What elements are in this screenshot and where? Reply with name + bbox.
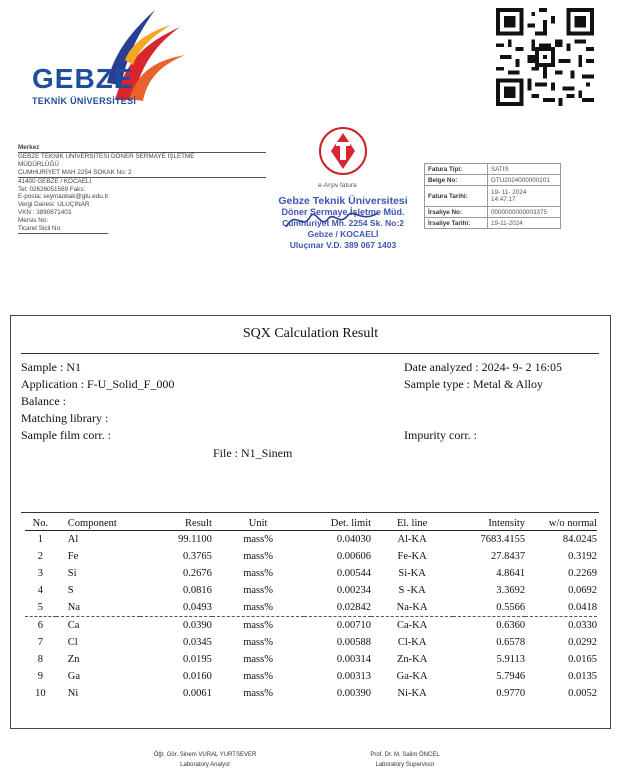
supervisor-name: Prof. Dr. M. Salim ÖNCEL — [370, 752, 440, 758]
table-row — [25, 668, 597, 685]
meta-row — [425, 164, 561, 175]
meta-row — [425, 186, 561, 207]
table-cell: 84.0245 — [562, 534, 597, 545]
table-cell: Ga-KA — [396, 671, 428, 682]
table-cell: 0.00588 — [336, 637, 372, 648]
table-cell: 0.00314 — [336, 654, 372, 665]
meta-value: 19- 11- 2024 14:47:17 — [488, 186, 561, 207]
table-cell: 0.00390 — [336, 688, 372, 699]
table-cell: Ca — [67, 620, 80, 631]
table-cell: 0.0816 — [183, 585, 212, 596]
table-row — [25, 531, 597, 549]
table-cell: Ga — [67, 671, 81, 682]
table-row — [25, 634, 597, 651]
table-cell: 0.5566 — [453, 599, 525, 617]
table-cell: 0.00710 — [336, 620, 372, 631]
table-cell: 0.0345 — [183, 637, 212, 648]
sample-label: Sample : N1 — [21, 360, 81, 374]
table-cell: 0.0390 — [183, 620, 212, 631]
meta-row — [425, 207, 561, 218]
stamp-line: Uluçınar V.D. 389 067 1403 — [289, 240, 397, 250]
stamp-line: Gebze / KOCAELİ — [307, 229, 379, 239]
signature-supervisor — [330, 750, 480, 770]
gtu-emblem-icon — [318, 126, 368, 176]
logo-wordmark: GEBZE — [32, 63, 134, 94]
sample-film-label: Sample film corr. : — [21, 428, 111, 442]
university-logo — [30, 5, 200, 110]
date-analyzed-label: Date analyzed : 2024- 9- 2 16:05 — [404, 360, 562, 374]
table-cell: mass% — [243, 568, 273, 579]
sender-line: E-posta: seymaobak@gtu.edu.tr — [18, 193, 109, 201]
divider — [21, 353, 599, 354]
table-cell: 0.0330 — [568, 620, 597, 631]
meta-value: SATIS — [488, 164, 561, 175]
table-cell: 0.2676 — [183, 568, 212, 579]
table-cell: 0.02842 — [304, 599, 371, 617]
table-cell: 8 — [37, 654, 44, 665]
column-header: Unit — [212, 516, 304, 531]
meta-row — [425, 175, 561, 186]
sender-title: Merkez — [18, 144, 40, 151]
results-table-body — [25, 531, 597, 703]
table-cell: 9 — [37, 671, 44, 682]
sample-type-label: Sample type : Metal & Alloy — [404, 377, 543, 391]
table-row — [25, 617, 597, 635]
sender-line: Ticaret Sicil No: — [18, 225, 62, 233]
sender-line: 41400 GEBZE / KOCAELİ — [18, 177, 92, 185]
table-cell: 1 — [37, 534, 44, 545]
table-row — [25, 565, 597, 582]
table-cell: 0.0052 — [568, 688, 597, 699]
table-cell: S -KA — [398, 585, 426, 596]
table-cell: mass% — [243, 585, 273, 596]
signature-scribble-icon — [282, 205, 382, 235]
table-cell: 3 — [37, 568, 44, 579]
divider — [21, 512, 599, 513]
table-cell: 6 — [37, 620, 44, 631]
logo-subtitle: TEKNİK ÜNİVERSİTESİ — [32, 96, 137, 106]
divider — [18, 233, 108, 234]
qr-code-icon — [495, 8, 595, 106]
meta-value: GTU2024000000201 — [488, 175, 561, 186]
table-cell: Na-KA — [371, 599, 453, 617]
table-cell: Zn-KA — [396, 654, 428, 665]
meta-key: İrsaliye No: — [425, 207, 488, 218]
stamp-line: Gebze Teknik Üniversitesi — [278, 195, 408, 207]
table-cell: mass% — [243, 620, 273, 631]
table-cell: Na — [56, 599, 140, 617]
table-cell: 0.0418 — [525, 599, 597, 617]
table-cell: 4 — [37, 585, 44, 596]
column-header: Component — [56, 516, 140, 531]
table-cell: mass% — [243, 688, 273, 699]
sender-line: Mersis No: — [18, 217, 49, 225]
table-cell: 0.0135 — [568, 671, 597, 682]
table-cell: mass% — [243, 637, 273, 648]
meta-key: İrsaliye Tarihi: — [425, 218, 488, 229]
table-header-row — [25, 516, 597, 531]
sender-line: GEBZE TEKNİK ÜNİVERSİTESİ DÖNER SERMAYE İŞLETME — [18, 152, 195, 160]
matching-library-label: Matching library : — [21, 411, 109, 425]
table-cell: 99.1100 — [178, 534, 212, 545]
table-cell: 0.9770 — [496, 688, 526, 699]
sqx-report — [10, 315, 611, 729]
table-cell: Al-KA — [397, 534, 427, 545]
table-cell: 27.8437 — [490, 551, 526, 562]
table-cell: 0.3192 — [568, 551, 597, 562]
column-header: Det. limit — [304, 516, 371, 531]
table-cell: 7683.4155 — [480, 534, 526, 545]
table-row — [25, 651, 597, 668]
supervisor-role: Laboratory Supervisor — [375, 762, 435, 768]
table-cell: 0.0292 — [568, 637, 597, 648]
meta-key: Fatura Tipi: — [425, 164, 488, 175]
sender-line: Tel: 02626051569 Faks: — [18, 185, 86, 193]
column-header: w/o normal — [525, 516, 597, 531]
file-label: File : N1_Sinem — [213, 446, 293, 460]
table-cell: 0.6578 — [496, 637, 526, 648]
table-row — [25, 582, 597, 599]
table-cell: 0.00234 — [336, 585, 372, 596]
table-row — [25, 685, 597, 702]
table-cell: Fe-KA — [397, 551, 427, 562]
results-table — [25, 516, 597, 702]
table-row — [25, 548, 597, 565]
table-cell: Ni-KA — [397, 688, 427, 699]
table-cell: mass% — [243, 671, 273, 682]
invoice-meta-table — [424, 163, 561, 229]
table-cell: Fe — [67, 551, 79, 562]
table-cell: 0.3765 — [183, 551, 212, 562]
table-cell: mass% — [212, 599, 304, 617]
table-cell: 2 — [37, 551, 44, 562]
column-header: Intensity — [453, 516, 525, 531]
column-header: No. — [25, 516, 56, 531]
application-label: Application : F-U_Solid_F_000 — [21, 377, 175, 391]
table-cell: 0.0493 — [140, 599, 212, 617]
sender-address-block — [18, 144, 266, 234]
table-cell: 0.6360 — [496, 620, 526, 631]
column-header: El. line — [371, 516, 453, 531]
table-cell: 0.0165 — [568, 654, 597, 665]
balance-label: Balance : — [21, 394, 66, 408]
analyst-name: Öğr. Gör. Sinem VURAL YURTSEVER — [153, 752, 257, 758]
table-cell: 5 — [25, 599, 56, 617]
table-row — [25, 599, 597, 617]
signature-analyst — [130, 750, 280, 770]
table-cell: Si-KA — [398, 568, 426, 579]
table-cell: Si — [67, 568, 77, 579]
meta-value: 0000000000003375 — [488, 207, 561, 218]
table-cell: 10 — [35, 688, 46, 699]
sender-line: MÜDÜRLÜĞÜ — [18, 160, 59, 168]
column-header: Result — [140, 516, 212, 531]
table-cell: Ni — [67, 688, 79, 699]
table-cell: Ca-KA — [396, 620, 428, 631]
table-cell: 5.9113 — [496, 654, 526, 665]
sender-line: CUMHURİYET MAH 2254 SOKAK No: 2 — [18, 168, 132, 176]
analyst-role: Laboratory Analyst — [180, 762, 230, 768]
table-cell: 4.8641 — [496, 568, 526, 579]
table-cell: 0.0692 — [568, 585, 597, 596]
impurity-label: Impurity corr. : — [404, 428, 477, 442]
table-cell: 5.7946 — [496, 671, 526, 682]
table-cell: 0.2269 — [568, 568, 597, 579]
table-cell: S — [67, 585, 74, 596]
table-cell: Zn — [67, 654, 80, 665]
meta-key: Fatura Tarihi: — [425, 186, 488, 207]
meta-row — [425, 218, 561, 229]
table-cell: 0.00544 — [336, 568, 372, 579]
meta-value: 19-11-2024 — [488, 218, 561, 229]
table-cell: 3.3692 — [496, 585, 526, 596]
table-cell: 0.0160 — [183, 671, 212, 682]
table-cell: Cl — [67, 637, 78, 648]
table-cell: 0.00606 — [336, 551, 372, 562]
sender-line: Vergi Dairesi: ULUÇINAR — [18, 201, 90, 209]
table-cell: mass% — [243, 654, 273, 665]
table-cell: mass% — [243, 534, 273, 545]
table-cell: Cl-KA — [397, 637, 427, 648]
table-cell: mass% — [243, 551, 273, 562]
table-cell: 0.04030 — [336, 534, 372, 545]
sender-line: VKN : 3890671403 — [18, 209, 72, 217]
earchive-label: e-Arşiv fatura — [318, 182, 357, 189]
table-cell: 0.00313 — [336, 671, 372, 682]
meta-key: Belge No: — [425, 175, 488, 186]
table-cell: Al — [67, 534, 79, 545]
stamp-line: Döner Sermaye İşletme Müd. — [281, 207, 405, 217]
table-cell: 0.0195 — [183, 654, 212, 665]
report-title: SQX Calculation Result — [242, 326, 379, 341]
table-cell: 0.0061 — [183, 688, 212, 699]
table-cell: 7 — [37, 637, 44, 648]
stamp-line: Cumhuriyet Mh. 2254 Sk. No:2 — [282, 218, 404, 228]
